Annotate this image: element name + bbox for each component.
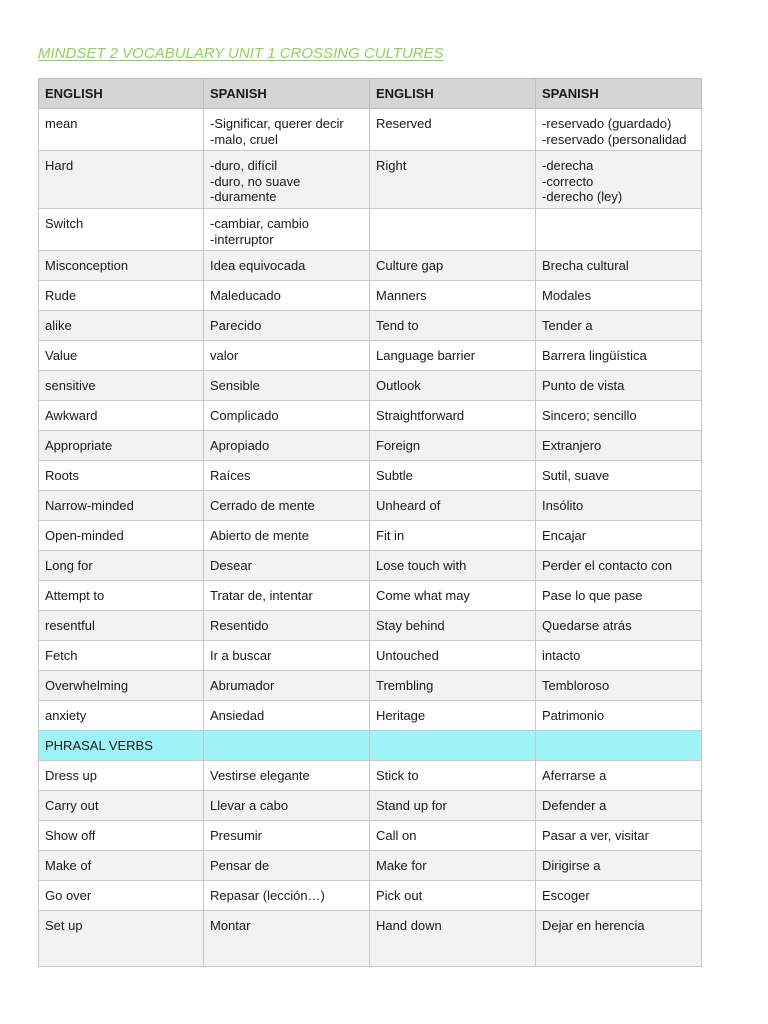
- header-english-1: ENGLISH: [39, 79, 204, 109]
- english-term-cell: [370, 731, 536, 761]
- vocabulary-table: [38, 78, 702, 967]
- english-term-cell: [39, 311, 204, 341]
- section-label-cell: [39, 731, 204, 761]
- english-term-cell: [370, 251, 536, 281]
- spanish-translation-cell: [204, 701, 370, 731]
- cell-text: Quedarse atrás: [542, 618, 632, 633]
- spanish-translation-cell: [536, 611, 702, 641]
- cell-text: Montar: [210, 918, 251, 933]
- cell-text: valor: [210, 348, 239, 363]
- english-term-cell: [39, 341, 204, 371]
- spanish-translation-cell: [204, 341, 370, 371]
- cell-text: Hand down: [376, 918, 442, 933]
- cell-text: Perder el contacto con: [542, 558, 673, 573]
- cell-text: Presumir: [210, 828, 263, 843]
- english-term-cell: [370, 281, 536, 311]
- cell-text: Rude: [45, 288, 77, 303]
- spanish-translation-cell: [204, 671, 370, 701]
- english-term-cell: [370, 401, 536, 431]
- spanish-translation-cell: [204, 821, 370, 851]
- spanish-translation-cell: [536, 431, 702, 461]
- cell-text: Make for: [376, 858, 427, 873]
- cell-text: Sutil, suave: [542, 468, 610, 483]
- spanish-translation-cell: [536, 209, 702, 251]
- spanish-translation-cell: [204, 281, 370, 311]
- cell-text: Patrimonio: [542, 708, 605, 723]
- cell-text: sensitive: [45, 378, 96, 393]
- cell-text: -correcto: [542, 173, 594, 189]
- cell-text: Llevar a cabo: [210, 798, 289, 813]
- header-spanish-2: SPANISH: [536, 79, 702, 109]
- spanish-translation-cell: [204, 791, 370, 821]
- header-row: [39, 79, 702, 109]
- cell-text: Idea equivocada: [210, 258, 306, 273]
- cell-text: -interruptor: [210, 231, 274, 247]
- cell-text: Pick out: [376, 888, 423, 903]
- cell-text: Fetch: [45, 648, 78, 663]
- cell-text: -duramente: [210, 189, 277, 204]
- cell-text: -duro, difícil: [210, 158, 278, 173]
- table-body: [39, 109, 702, 967]
- cell-text: Sensible: [210, 378, 260, 393]
- cell-text: Stick to: [376, 768, 419, 783]
- spanish-translation-cell: [536, 581, 702, 611]
- english-term-cell: [370, 209, 536, 251]
- cell-text: Set up: [45, 918, 83, 933]
- header-english-2: ENGLISH: [370, 79, 536, 109]
- english-term-cell: [39, 821, 204, 851]
- spanish-translation-cell: [536, 491, 702, 521]
- table-header: [39, 79, 702, 109]
- english-term-cell: [39, 401, 204, 431]
- cell-text: Unheard of: [376, 498, 441, 513]
- spanish-translation-cell: [536, 551, 702, 581]
- cell-text: Cerrado de mente: [210, 498, 315, 513]
- spanish-translation-cell: [536, 521, 702, 551]
- cell-text: intacto: [542, 648, 581, 663]
- cell-text: Roots: [45, 468, 79, 483]
- cell-text: Vestirse elegante: [210, 768, 310, 783]
- cell-text: -malo, cruel: [210, 131, 278, 147]
- table-row: [39, 551, 702, 581]
- english-term-cell: [39, 209, 204, 251]
- english-term-cell: [39, 761, 204, 791]
- spanish-translation-cell: [536, 341, 702, 371]
- cell-text: Punto de vista: [542, 378, 625, 393]
- cell-text: Untouched: [376, 648, 439, 663]
- cell-text: Tender a: [542, 318, 593, 333]
- spanish-translation-cell: [536, 761, 702, 791]
- english-term-cell: [370, 371, 536, 401]
- english-term-cell: [370, 881, 536, 911]
- cell-text: Encajar: [542, 528, 587, 543]
- table-row: [39, 341, 702, 371]
- cell-text: Overwhelming: [45, 678, 129, 693]
- english-term-cell: [39, 671, 204, 701]
- spanish-translation-cell: [536, 881, 702, 911]
- cell-text: Go over: [45, 888, 92, 903]
- cell-text: Stand up for: [376, 798, 447, 813]
- english-term-cell: [370, 151, 536, 209]
- cell-text: -cambiar, cambio: [210, 216, 309, 231]
- cell-text: Complicado: [210, 408, 279, 423]
- english-term-cell: [39, 551, 204, 581]
- cell-text: Attempt to: [45, 588, 105, 603]
- english-term-cell: [39, 281, 204, 311]
- english-term-cell: [39, 881, 204, 911]
- cell-text: Desear: [210, 558, 252, 573]
- table-row: [39, 911, 702, 967]
- cell-text: Right: [376, 158, 407, 173]
- cell-text: Pasar a ver, visitar: [542, 828, 649, 843]
- cell-text: Resentido: [210, 618, 269, 633]
- cell-text: Pensar de: [210, 858, 270, 873]
- document-title: MINDSET 2 VOCABULARY UNIT 1 CROSSING CULTURES: [38, 45, 444, 62]
- english-term-cell: [370, 611, 536, 641]
- english-term-cell: [370, 761, 536, 791]
- cell-text: Reserved: [376, 116, 432, 131]
- table-row: [39, 821, 702, 851]
- cell-text: Extranjero: [542, 438, 602, 453]
- spanish-translation-cell: [204, 371, 370, 401]
- spanish-translation-cell: [536, 671, 702, 701]
- cell-text: Make of: [45, 858, 92, 873]
- table-row: [39, 671, 702, 701]
- spanish-translation-cell: [536, 109, 702, 151]
- spanish-translation-cell: [536, 281, 702, 311]
- cell-text: Raíces: [210, 468, 251, 483]
- spanish-translation-cell: [204, 311, 370, 341]
- cell-text: Insólito: [542, 498, 584, 513]
- cell-text: Outlook: [376, 378, 421, 393]
- english-term-cell: [370, 109, 536, 151]
- cell-text: Manners: [376, 288, 427, 303]
- cell-text: alike: [45, 318, 72, 333]
- spanish-translation-cell: [536, 731, 702, 761]
- cell-text: Brecha cultural: [542, 258, 629, 273]
- english-term-cell: [39, 611, 204, 641]
- section-row: [39, 731, 702, 761]
- table-row: [39, 701, 702, 731]
- cell-text: Tembloroso: [542, 678, 610, 693]
- cell-text: Dirigirse a: [542, 858, 601, 873]
- spanish-translation-cell: [204, 731, 370, 761]
- spanish-translation-cell: [204, 611, 370, 641]
- cell-text: Parecido: [210, 318, 262, 333]
- cell-text: Carry out: [45, 798, 99, 813]
- table-row: [39, 401, 702, 431]
- english-term-cell: [370, 641, 536, 671]
- english-term-cell: [39, 431, 204, 461]
- english-term-cell: [370, 461, 536, 491]
- cell-text: anxiety: [45, 708, 87, 723]
- cell-text: Foreign: [376, 438, 421, 453]
- header-spanish-1: SPANISH: [204, 79, 370, 109]
- cell-text: Long for: [45, 558, 93, 573]
- table-row: [39, 461, 702, 491]
- english-term-cell: [370, 821, 536, 851]
- table-row: [39, 491, 702, 521]
- cell-text: Trembling: [376, 678, 434, 693]
- cell-text: -Significar, querer decir: [210, 116, 344, 131]
- english-term-cell: [370, 581, 536, 611]
- english-term-cell: [370, 671, 536, 701]
- spanish-translation-cell: [204, 461, 370, 491]
- cell-text: Ansiedad: [210, 708, 265, 723]
- cell-text: Aferrarse a: [542, 768, 607, 783]
- english-term-cell: [39, 701, 204, 731]
- spanish-translation-cell: [204, 209, 370, 251]
- cell-text: -reservado (guardado): [542, 116, 672, 131]
- english-term-cell: [39, 251, 204, 281]
- spanish-translation-cell: [536, 641, 702, 671]
- english-term-cell: [39, 491, 204, 521]
- cell-text: Escoger: [542, 888, 590, 903]
- english-term-cell: [370, 491, 536, 521]
- cell-text: Appropriate: [45, 438, 113, 453]
- cell-text: mean: [45, 116, 78, 131]
- spanish-translation-cell: [204, 881, 370, 911]
- english-term-cell: [370, 311, 536, 341]
- english-term-cell: [370, 551, 536, 581]
- english-term-cell: [39, 641, 204, 671]
- spanish-translation-cell: [536, 821, 702, 851]
- table-row: [39, 431, 702, 461]
- spanish-translation-cell: [204, 491, 370, 521]
- table-row: [39, 521, 702, 551]
- english-term-cell: [370, 431, 536, 461]
- cell-text: Abierto de mente: [210, 528, 310, 543]
- cell-text: Defender a: [542, 798, 607, 813]
- cell-text: -duro, no suave: [210, 173, 301, 189]
- english-term-cell: [370, 521, 536, 551]
- spanish-translation-cell: [204, 911, 370, 967]
- table-row: [39, 281, 702, 311]
- spanish-translation-cell: [204, 151, 370, 209]
- table-row: [39, 209, 702, 251]
- english-term-cell: [370, 341, 536, 371]
- cell-text: Tratar de, intentar: [210, 588, 313, 603]
- cell-text: Stay behind: [376, 618, 445, 633]
- cell-text: Abrumador: [210, 678, 275, 693]
- cell-text: Heritage: [376, 708, 426, 723]
- cell-text: Fit in: [376, 528, 405, 543]
- spanish-translation-cell: [204, 431, 370, 461]
- english-term-cell: [39, 109, 204, 151]
- table-row: [39, 611, 702, 641]
- table-row: [39, 581, 702, 611]
- cell-text: Narrow-minded: [45, 498, 134, 513]
- spanish-translation-cell: [536, 911, 702, 967]
- english-term-cell: [370, 851, 536, 881]
- cell-text: PHRASAL VERBS: [45, 738, 153, 753]
- table-row: [39, 371, 702, 401]
- cell-text: Value: [45, 348, 78, 363]
- spanish-translation-cell: [536, 401, 702, 431]
- english-term-cell: [39, 581, 204, 611]
- table-row: [39, 881, 702, 911]
- english-term-cell: [39, 151, 204, 209]
- spanish-translation-cell: [204, 641, 370, 671]
- english-term-cell: [370, 701, 536, 731]
- table-row: [39, 851, 702, 881]
- table-row: [39, 641, 702, 671]
- table-row: [39, 251, 702, 281]
- spanish-translation-cell: [204, 551, 370, 581]
- table-row: [39, 151, 702, 209]
- cell-text: Ir a buscar: [210, 648, 272, 663]
- spanish-translation-cell: [536, 461, 702, 491]
- english-term-cell: [39, 461, 204, 491]
- cell-text: Lose touch with: [376, 558, 467, 573]
- cell-text: Repasar (lección…): [210, 888, 325, 903]
- cell-text: Dress up: [45, 768, 98, 783]
- english-term-cell: [39, 911, 204, 967]
- cell-text: Barrera lingüística: [542, 348, 647, 363]
- spanish-translation-cell: [204, 761, 370, 791]
- cell-text: -derecha: [542, 158, 594, 173]
- spanish-translation-cell: [204, 401, 370, 431]
- spanish-translation-cell: [204, 581, 370, 611]
- spanish-translation-cell: [536, 151, 702, 209]
- table-row: [39, 109, 702, 151]
- cell-text: Apropiado: [210, 438, 270, 453]
- cell-text: Dejar en herencia: [542, 918, 645, 933]
- cell-text: Subtle: [376, 468, 413, 483]
- spanish-translation-cell: [536, 251, 702, 281]
- cell-text: Tend to: [376, 318, 419, 333]
- cell-text: Sincero; sencillo: [542, 408, 637, 423]
- english-term-cell: [39, 371, 204, 401]
- spanish-translation-cell: [536, 851, 702, 881]
- cell-text: Come what may: [376, 588, 470, 603]
- spanish-translation-cell: [536, 371, 702, 401]
- english-term-cell: [370, 791, 536, 821]
- cell-text: Modales: [542, 288, 592, 303]
- cell-text: Switch: [45, 216, 84, 231]
- cell-text: Hard: [45, 158, 74, 173]
- cell-text: -reservado (personalidad: [542, 131, 687, 147]
- spanish-translation-cell: [204, 521, 370, 551]
- cell-text: Maleducado: [210, 288, 281, 303]
- cell-text: resentful: [45, 618, 95, 633]
- spanish-translation-cell: [536, 701, 702, 731]
- english-term-cell: [370, 911, 536, 967]
- english-term-cell: [39, 791, 204, 821]
- spanish-translation-cell: [204, 251, 370, 281]
- english-term-cell: [39, 851, 204, 881]
- cell-text: Open-minded: [45, 528, 124, 543]
- table-row: [39, 761, 702, 791]
- cell-text: Straightforward: [376, 408, 465, 423]
- english-term-cell: [39, 521, 204, 551]
- spanish-translation-cell: [204, 851, 370, 881]
- table-row: [39, 311, 702, 341]
- cell-text: Show off: [45, 828, 96, 843]
- spanish-translation-cell: [204, 109, 370, 151]
- cell-text: Awkward: [45, 408, 98, 423]
- cell-text: Call on: [376, 828, 417, 843]
- cell-text: Language barrier: [376, 348, 476, 363]
- spanish-translation-cell: [536, 311, 702, 341]
- cell-text: Misconception: [45, 258, 129, 273]
- cell-text: Culture gap: [376, 258, 444, 273]
- spanish-translation-cell: [536, 791, 702, 821]
- cell-text: Pase lo que pase: [542, 588, 643, 603]
- cell-text: -derecho (ley): [542, 189, 623, 204]
- table-row: [39, 791, 702, 821]
